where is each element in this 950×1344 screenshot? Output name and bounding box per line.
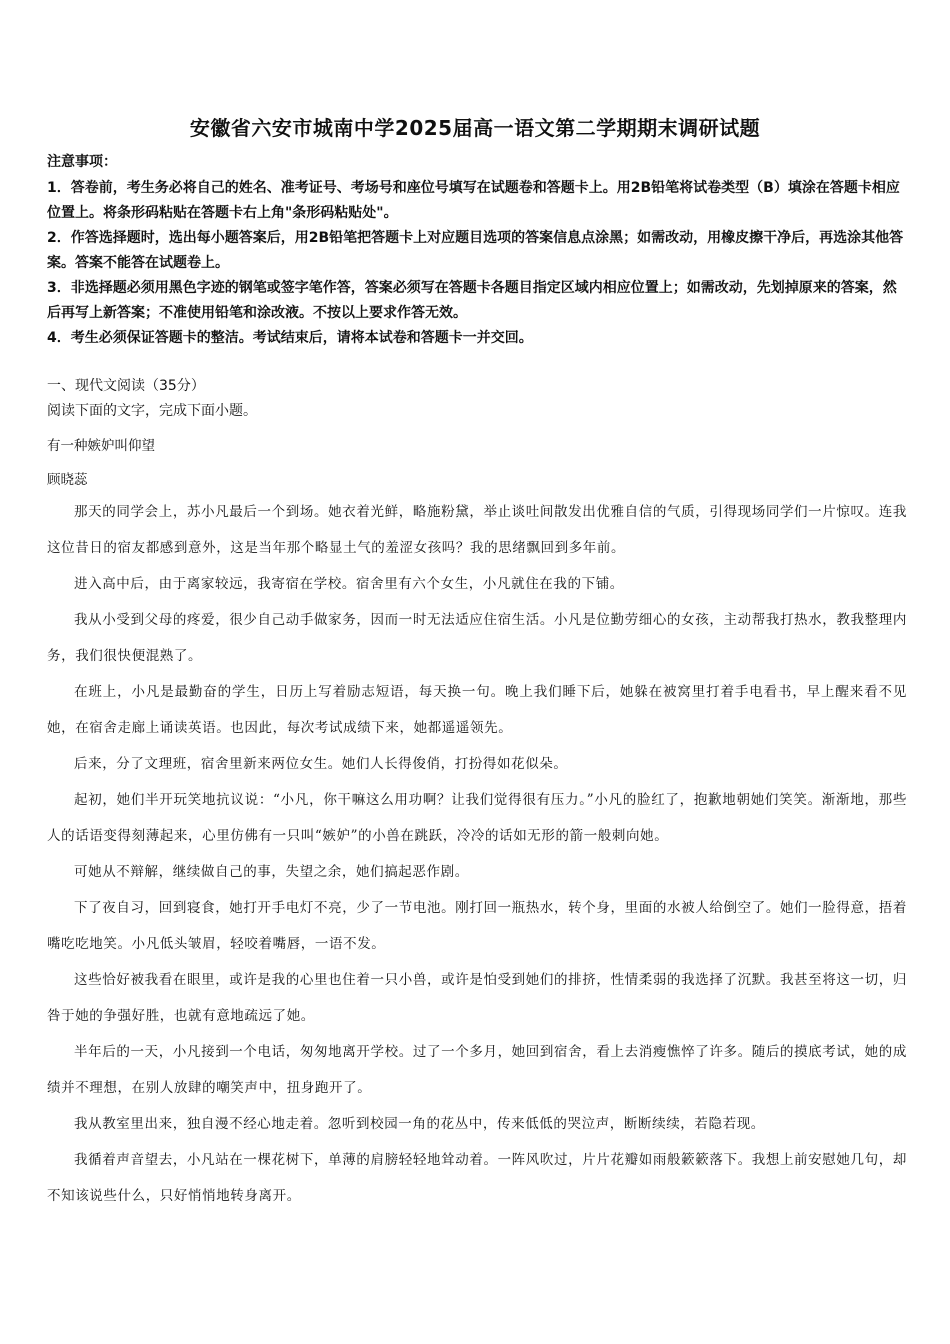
article-paragraph: 下了夜自习，回到寝食，她打开手电灯不亮，少了一节电池。刚打回一瓶热水，转个身，里面的水被人给倒空了。她们一脸得意，捂着嘴吃吃地笑。小凡低头皱眉，轻咬着嘴唇，一语不发。 <box>47 900 907 952</box>
article-paragraph: 在班上，小凡是最勤奋的学生，日历上写着励志短语，每天换一句。晚上我们睡下后，她躲在被窝里打着手电看书，早上醒来看不见她，在宿舍走廊上诵读英语。也因此，每次考试成绩下来，她都遥遥领先。 <box>47 684 907 736</box>
article-paragraph: 可她从不辩解，继续做自己的事，失望之余，她们搞起恶作剧。 <box>74 864 469 880</box>
article-paragraph: 半年后的一天，小凡接到一个电话，匆匆地离开学校。过了一个多月，她回到宿舍，看上去消瘦憔悴了许多。随后的摸底考试，她的成绩并不理想，在别人放肆的嘲笑声中，扭身跑开了。 <box>47 1044 907 1096</box>
reading-instruction: 阅读下面的文字，完成下面小题。 <box>47 403 257 419</box>
notice-heading: 注意事项： <box>47 154 117 170</box>
article-author: 顾晓蕊 <box>47 472 88 488</box>
article-paragraph: 后来，分了文理班，宿舍里新来两位女生。她们人长得俊俏，打扮得如花似朵。 <box>74 756 568 772</box>
article-paragraph: 我从教室里出来，独自漫不经心地走着。忽听到校园一角的花丛中，传来低低的哭泣声，断断续续，若隐若现。 <box>74 1116 765 1132</box>
article-paragraph: 我从小受到父母的疼爱，很少自己动手做家务，因而一时无法适应住宿生活。小凡是位勤劳细心的女孩，主动帮我打热水，教我整理内务，我们很快便混熟了。 <box>47 612 907 664</box>
notice-list <box>47 176 907 351</box>
notice-item-2: 2．作答选择题时，选出每小题答案后，用2B铅笔把答题卡上对应题目选项的答案信息点涂黑；如需改动，用橡皮擦干净后，再选涂其他答案。答案不能答在试题卷上。 <box>47 230 904 271</box>
article-title: 有一种嫉妒叫仰望 <box>47 438 155 454</box>
article-paragraph: 我循着声音望去，小凡站在一棵花树下，单薄的肩膀轻轻地耸动着。一阵风吹过，片片花瓣如雨般簌簌落下。我想上前安慰她几句，却不知该说些什么，只好悄悄地转身离开。 <box>47 1152 907 1204</box>
notice-item-1: 1．答卷前，考生务必将自己的姓名、准考证号、考场号和座位号填写在试题卷和答题卡上。用2B铅笔将试卷类型（B）填涂在答题卡相应位置上。将条形码粘贴在答题卡右上角"条形码粘贴处"。 <box>47 180 900 221</box>
section-heading: 一、现代文阅读（35分） <box>47 378 205 394</box>
exam-title: 安徽省六安市城南中学2025届高一语文第二学期期末调研试题 <box>189 116 761 140</box>
notice-item-3: 3．非选择题必须用黑色字迹的钢笔或签字笔作答，答案必须写在答题卡各题目指定区域内相应位置上；如需改动，先划掉原来的答案，然后再写上新答案；不准使用铅笔和涂改液。不按以上要求作答无效。 <box>47 280 897 321</box>
article-paragraph: 这些恰好被我看在眼里，或许是我的心里也住着一只小兽，或许是怕受到她们的排挤，性情柔弱的我选择了沉默。我甚至将这一切，归咎于她的争强好胜，也就有意地疏远了她。 <box>47 972 907 1024</box>
article-body <box>47 494 907 1214</box>
article-paragraph: 进入高中后，由于离家较远，我寄宿在学校。宿舍里有六个女生，小凡就住在我的下铺。 <box>74 576 624 592</box>
article-paragraph: 起初，她们半开玩笑地抗议说：“小凡，你干嘛这么用功啊？让我们觉得很有压力。”小凡的脸红了，抱歉地朝她们笑笑。渐渐地，那些人的话语变得刻薄起来，心里仿佛有一只叫“嫉妒”的小兽在跳跃，冷冷的话如无形的箭一般刺向她。 <box>47 792 907 844</box>
notice-item-4: 4．考生必须保证答题卡的整洁。考试结束后，请将本试卷和答题卡一并交回。 <box>47 330 533 346</box>
article-paragraph: 那天的同学会上，苏小凡最后一个到场。她衣着光鲜，略施粉黛，举止谈吐间散发出优雅自信的气质，引得现场同学们一片惊叹。连我这位昔日的宿友都感到意外，这是当年那个略显土气的羞涩女孩吗？我的思绪飘回到多年前。 <box>47 504 907 556</box>
